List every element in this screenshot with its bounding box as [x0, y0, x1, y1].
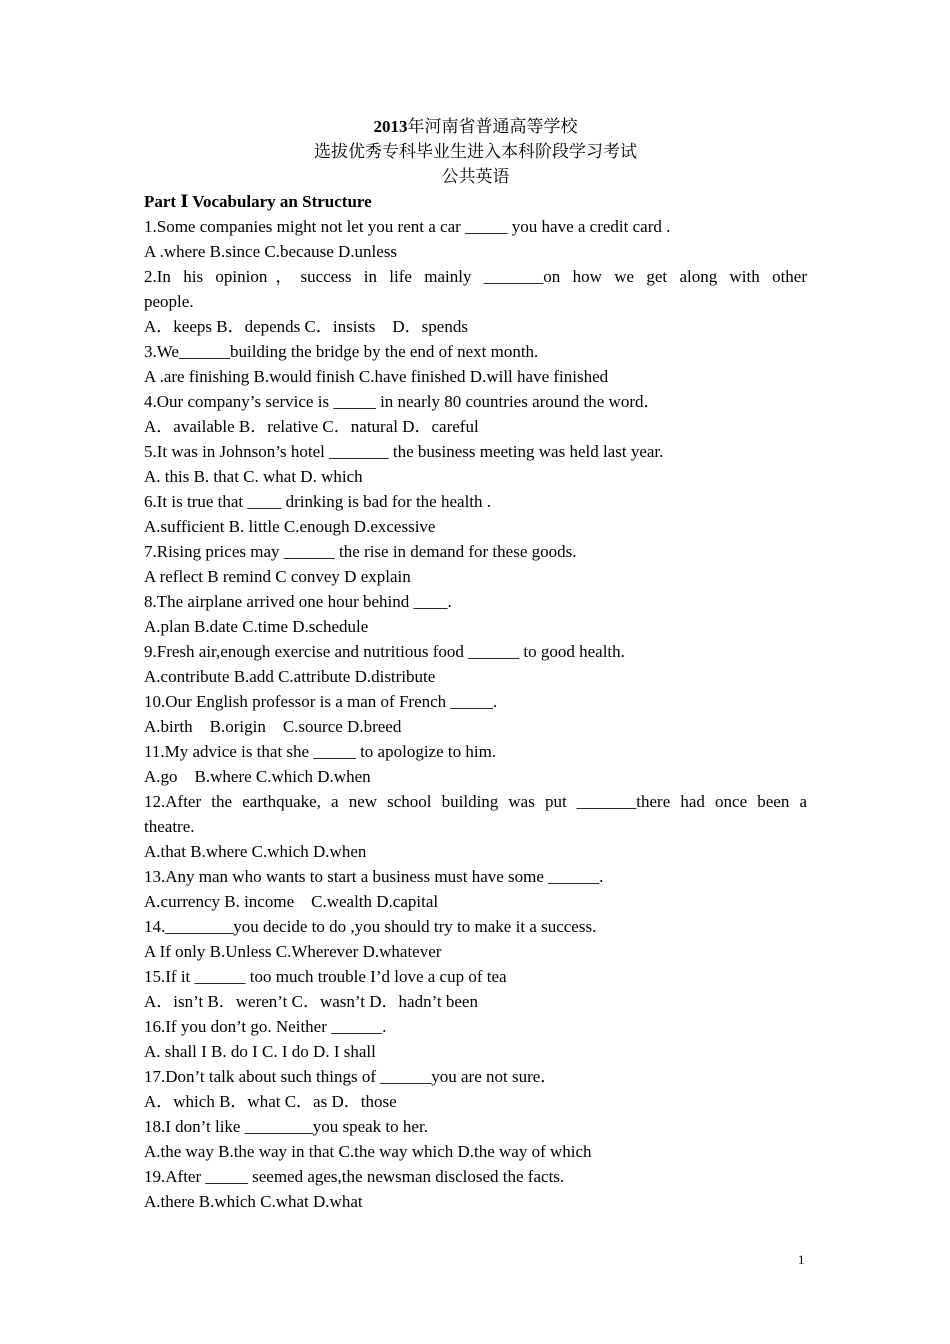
options-4: A．available B．relative C．natural D．careful	[144, 417, 479, 436]
question-18: 18.I don’t like ________you speak to her.	[144, 1117, 428, 1136]
question-2-continued: people.	[144, 292, 194, 311]
question-6: 6.It is true that ____ drinking is bad for the health .	[144, 492, 492, 511]
exam-year: 2013	[373, 117, 408, 136]
page-number: 1	[798, 1252, 805, 1267]
options-6: A.sufficient B. little C.enough D.excessive	[144, 517, 436, 536]
question-8: 8.The airplane arrived one hour behind ____.	[144, 592, 452, 611]
question-11: 11.My advice is that she _____ to apologize to him.	[144, 742, 497, 761]
question-17: 17.Don’t talk about such things of ______you are not sure．	[144, 1067, 558, 1086]
options-16: A. shall I B. do I C. I do D. I shall	[144, 1042, 376, 1061]
options-7: A reflect B remind C convey D explain	[144, 567, 411, 586]
question-13: 13.Any man who wants to start a business must have some ______.	[144, 867, 604, 886]
exam-title-line-1	[144, 114, 807, 139]
question-12: 12.After the earthquake, a new school building was put _______there had once been a	[144, 792, 807, 811]
exam-title-line-2: 选拔优秀专科毕业生进入本科阶段学习考试	[314, 142, 637, 161]
part-heading: Part Ⅰ Vocabulary an Structure	[144, 192, 372, 211]
options-8: A.plan B.date C.time D.schedule	[144, 617, 369, 636]
question-10: 10.Our English professor is a man of French _____.	[144, 692, 498, 711]
question-5: 5.It was in Johnson’s hotel _______ the business meeting was held last year.	[144, 442, 664, 461]
options-2: A．keeps B．depends C．insists D．spends	[144, 317, 468, 336]
question-1: 1.Some companies might not let you rent a car _____ you have a credit card .	[144, 217, 671, 236]
exam-title-text: 年河南省普通高等学校	[407, 117, 578, 136]
options-19: A.there B.which C.what D.what	[144, 1192, 363, 1211]
options-5: A. this B. that C. what D. which	[144, 467, 363, 486]
options-3: A .are finishing B.would finish C.have finished D.will have finished	[144, 367, 609, 386]
question-15: 15.If it ______ too much trouble I’d love a cup of tea	[144, 967, 507, 986]
question-16: 16.If you don’t go. Neither ______.	[144, 1017, 387, 1036]
options-13: A.currency B. income C.wealth D.capital	[144, 892, 439, 911]
question-9: 9.Fresh air,enough exercise and nutritious food ______ to good health.	[144, 642, 625, 661]
question-19: 19.After _____ seemed ages,the newsman disclosed the facts.	[144, 1167, 565, 1186]
options-10: A.birth B.origin C.source D.breed	[144, 717, 402, 736]
question-4: 4.Our company’s service is _____ in nearly 80 countries around the word．	[144, 392, 661, 411]
exam-subject: 公共英语	[441, 167, 510, 186]
options-9: A.contribute B.add C.attribute D.distribute	[144, 667, 436, 686]
question-14: 14.________you decide to do ,you should try to make it a success.	[144, 917, 597, 936]
document-page	[144, 114, 807, 1214]
question-7: 7.Rising prices may ______ the rise in demand for these goods.	[144, 542, 577, 561]
options-14: A If only B.Unless C.Wherever D.whatever	[144, 942, 442, 961]
question-2: 2.In his opinion，success in life mainly _______on how we get along with other	[144, 267, 807, 286]
options-1: A .where B.since C.because D.unless	[144, 242, 398, 261]
options-17: A．which B．what C．as D．those	[144, 1092, 397, 1111]
question-3: 3.We______building the bridge by the end of next month.	[144, 342, 539, 361]
options-11: A.go B.where C.which D.when	[144, 767, 371, 786]
question-12-continued: theatre.	[144, 817, 195, 836]
options-12: A.that B.where C.which D.when	[144, 842, 367, 861]
options-18: A.the way B.the way in that C.the way which D.the way of which	[144, 1142, 592, 1161]
options-15: A．isn’t B．weren’t C．wasn’t D．hadn’t been	[144, 992, 478, 1011]
